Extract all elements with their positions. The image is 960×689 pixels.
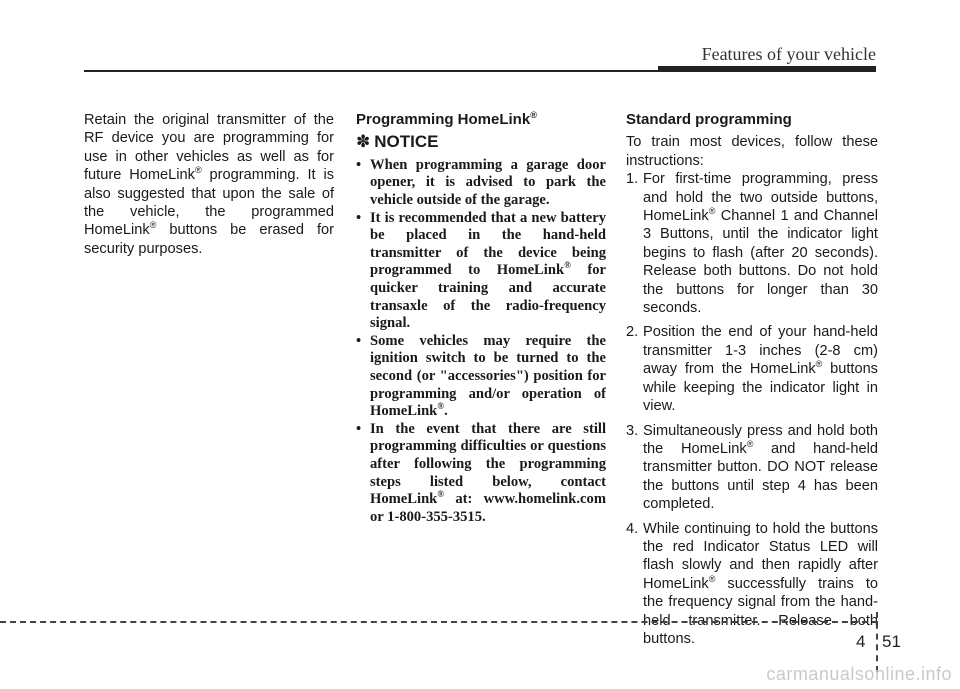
notice-item: [356, 421, 606, 527]
notice-list: [356, 157, 606, 526]
column-middle: [356, 111, 606, 526]
notice-text: for quicker training and accurate transaxle of the radio-frequency signal.: [370, 262, 606, 332]
registered-mark: ®: [437, 489, 445, 500]
registered-mark: ®: [708, 573, 716, 584]
notice-item: [356, 157, 606, 210]
step-text: successfully trains to the frequency signal from the hand-held transmitter. Release both buttons.: [643, 575, 878, 647]
notice-label: NOTICE: [374, 132, 439, 152]
notice-heading: [356, 133, 606, 151]
step-text: Position the end of your hand-held transmitter 1-3 inches (2-8 cm) away from the HomeLink: [643, 324, 878, 378]
column-left: [84, 111, 334, 258]
watermark-text: carmanualsonline.info: [766, 664, 952, 684]
paragraph-text: programming. It is also suggested that upon the sale of the vehicle, the programmed HomeLink: [84, 167, 335, 239]
page-number: 51: [882, 632, 901, 651]
step-item: [626, 520, 878, 649]
step-number: 2.: [626, 324, 639, 341]
registered-mark: ®: [530, 110, 538, 120]
step-number: 4.: [626, 520, 639, 537]
footer-dashed-rule: [0, 621, 878, 623]
notice-text: Some vehicles may require the ignition switch to be turned to the second (or "accessories") position for programming and/or operation of HomeLink: [370, 332, 606, 420]
notice-item: [356, 333, 606, 421]
registered-mark: ®: [564, 260, 571, 271]
step-number: 3.: [626, 422, 639, 439]
notice-text: at: www.homelink.com or 1-800-355-3515.: [370, 491, 606, 525]
chapter-number: 4: [856, 632, 866, 651]
notice-asterisk-icon: ✽: [356, 132, 371, 152]
notice-text: When programming a garage door opener, it is advised to park the vehicle outside of the garage.: [370, 156, 606, 208]
bullet-icon: •: [356, 332, 362, 349]
step-item: [626, 170, 878, 317]
registered-mark: ®: [815, 359, 823, 370]
bullet-icon: •: [356, 156, 362, 173]
retain-transmitter-paragraph: [84, 111, 334, 258]
column-right: [626, 111, 878, 654]
footer-dashed-divider: [876, 612, 878, 672]
standard-programming-heading: Standard programming: [626, 111, 792, 128]
step-text: buttons while keeping the indicator light in view.: [643, 361, 878, 415]
step-text: While continuing to hold the buttons the red Indicator Status LED will flash slowly and then rapidly after HomeLink: [643, 520, 878, 592]
paragraph-text: buttons be erased for security purposes.: [84, 222, 334, 257]
programming-steps-list: [626, 170, 878, 648]
notice-text: In the event that there are still programming difficulties or questions after following the programming steps listed below, contact HomeLink: [370, 420, 606, 508]
step-item: [626, 323, 878, 415]
notice-text: .: [444, 403, 448, 420]
registered-mark: ®: [149, 220, 157, 231]
step-text: and hand-held transmitter button. DO NOT release the buttons until step 4 has been completed.: [643, 440, 879, 513]
bullet-icon: •: [356, 420, 362, 437]
programming-homelink-heading: [356, 111, 606, 129]
page-header-title: Features of your vehicle: [701, 44, 876, 64]
notice-text: It is recommended that a new battery be placed in the hand-held transmitter of the device being programmed to HomeLink: [370, 209, 606, 279]
step-text: Channel 1 and Channel 3 Buttons, until the indicator light begins to flash (after 20 seconds). Release both buttons. Do not hold the buttons for longer than 30 seconds.: [643, 208, 878, 317]
header-tab: [658, 66, 876, 72]
standard-programming-intro: To train most devices, follow these instructions:: [626, 134, 878, 169]
registered-mark: ®: [194, 165, 202, 176]
paragraph-text: Retain the original transmitter of the RF device you are programming for use in other vehicles as well as for future HomeLink: [84, 112, 334, 184]
step-number: 1.: [626, 171, 639, 188]
registered-mark: ®: [437, 401, 445, 412]
bullet-icon: •: [356, 209, 362, 226]
step-text: Simultaneously press and hold both the HomeLink: [643, 422, 878, 457]
heading-text: Programming HomeLink: [356, 111, 531, 128]
step-item: [626, 422, 878, 514]
registered-mark: ®: [708, 206, 716, 217]
notice-item: [356, 210, 606, 333]
registered-mark: ®: [746, 439, 754, 450]
step-text: For first-time programming, press and hold the two outside buttons, HomeLink: [643, 171, 878, 225]
